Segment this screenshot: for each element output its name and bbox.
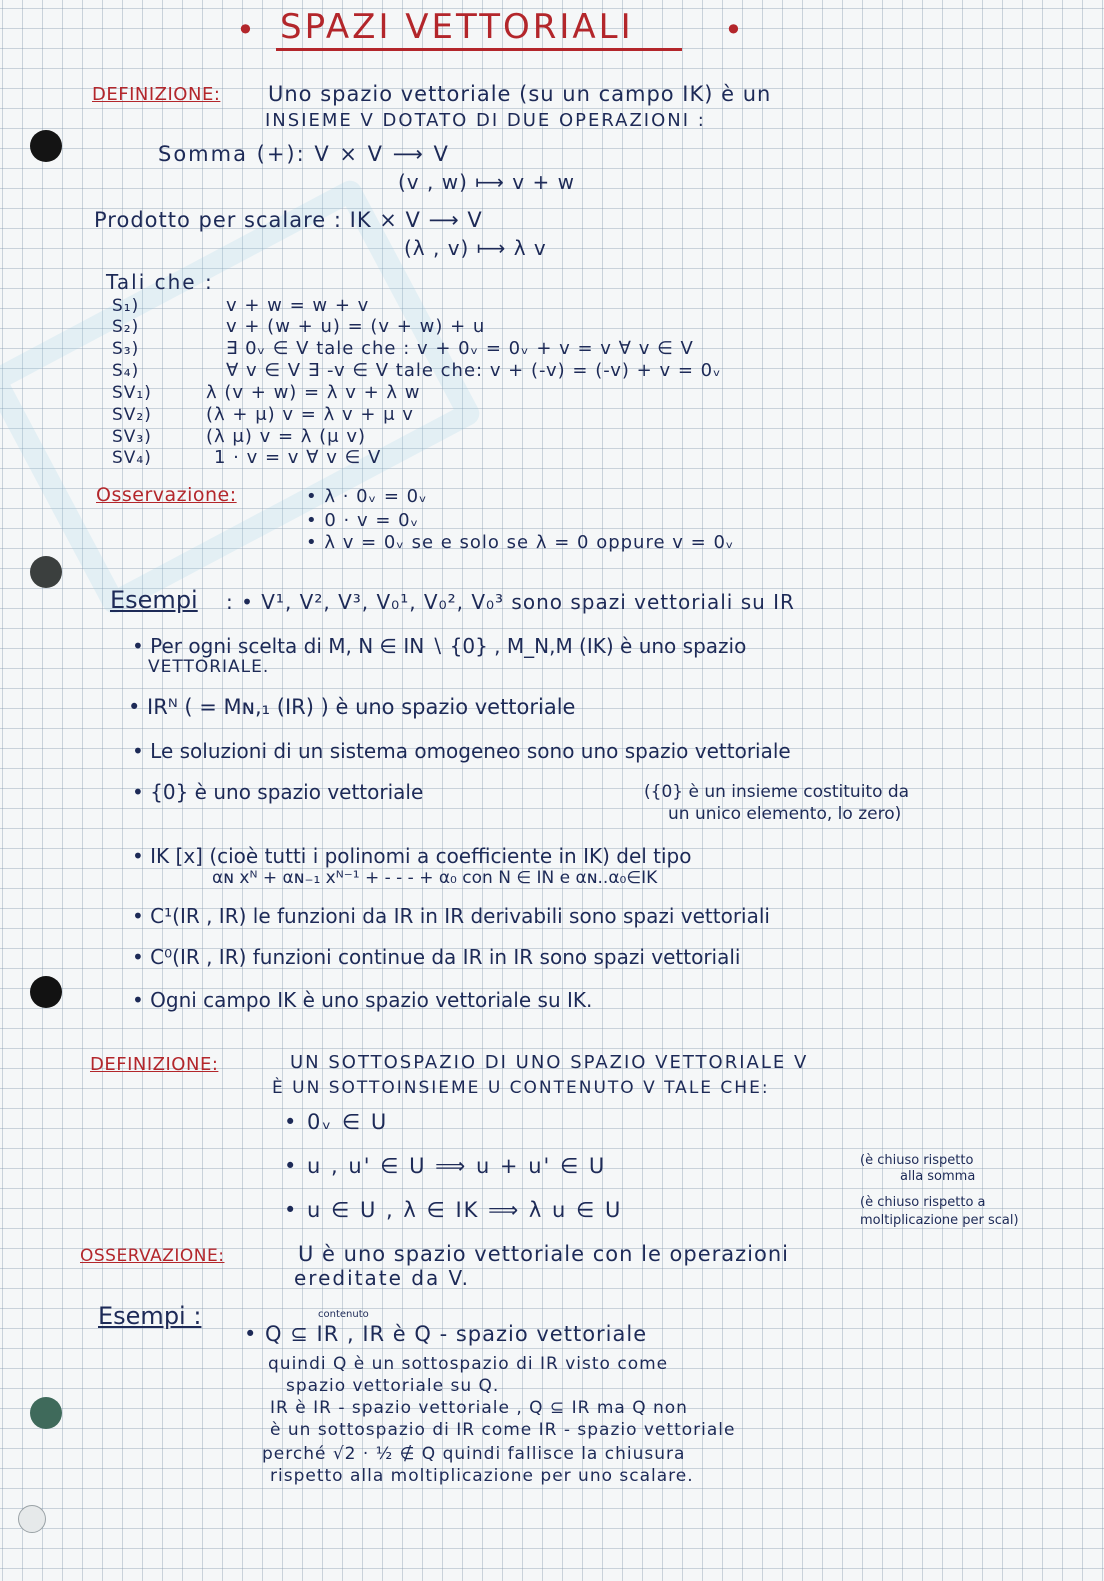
page-title: SPAZI VETTORIALI: [280, 7, 634, 47]
example-note: un unico elemento, lo zero): [668, 804, 902, 824]
binder-hole: [30, 556, 62, 588]
tali-che-label: Tali che :: [106, 270, 214, 294]
definition-line: INSIEME V DOTATO DI DUE OPERAZIONI :: [265, 110, 706, 131]
example-line: quindi Q è un sottospazio di IR visto come: [268, 1354, 669, 1374]
axiom-label: S₄): [112, 361, 140, 381]
axiom-text: ∃ 0ᵥ ∈ V tale che : v + 0ᵥ = 0ᵥ + v = v ∀ v ∈ V: [226, 338, 694, 359]
axiom-text: v + w = w + v: [226, 295, 370, 316]
example-line: IR è IR - spazio vettoriale , Q ⊆ IR ma Q non: [270, 1398, 688, 1418]
examples-heading: Esempi :: [98, 1302, 202, 1330]
examples-heading: Esempi: [110, 586, 198, 614]
example-item: • {0} è uno spazio vettoriale: [132, 780, 424, 804]
binder-hole: [30, 976, 62, 1008]
example-item: • C⁰(IR , IR) funzioni continue da IR in IR sono spazi vettoriali: [132, 945, 741, 969]
binder-hole: [30, 1397, 62, 1429]
observation-heading: Osservazione:: [96, 484, 237, 506]
example-item: • Per ogni scelta di M, N ∈ IN ∖ {0} , M_N,M (IK) è uno spazio: [132, 634, 747, 658]
example-item: • IK [x] (cioè tutti i polinomi a coefficiente in IK) del tipo: [132, 844, 692, 868]
observation-heading: OSSERVAZIONE:: [80, 1246, 225, 1266]
title-underline: [276, 48, 682, 51]
sum-operation: Somma (+): V × V ⟶ V: [158, 142, 450, 166]
example-item: • C¹(IR , IR) le funzioni da IR in IR derivabili sono spazi vettoriali: [132, 904, 770, 928]
definition-line: UN SOTTOSPAZIO DI UNO SPAZIO VETTORIALE V: [290, 1052, 809, 1073]
observation-line: U è uno spazio vettoriale con le operazioni: [298, 1242, 789, 1266]
observation-item: • 0 · v = 0ᵥ: [306, 510, 420, 531]
axiom-text: λ (v + w) = λ v + λ w: [206, 382, 421, 403]
example-item: : • V¹, V², V³, V₀¹, V₀², V₀³ sono spazi vettoriali su IR: [226, 590, 795, 614]
subspace-note: (è chiuso rispetto a: [860, 1195, 986, 1210]
axiom-label: SV₃): [112, 427, 152, 447]
example-line: • Q ⊆ IR , IR è Q - spazio vettoriale: [244, 1322, 648, 1346]
example-item: VETTORIALE.: [148, 657, 270, 677]
definition-heading: DEFINIZIONE:: [90, 1054, 219, 1075]
axiom-label: SV₂): [112, 405, 152, 425]
definition-heading: DEFINIZIONE:: [92, 84, 221, 105]
binder-hole: [30, 130, 62, 162]
axiom-label: S₁): [112, 296, 140, 316]
axiom-text: v + (w + u) = (v + w) + u: [226, 316, 486, 337]
axiom-label: SV₄): [112, 448, 152, 468]
example-line: spazio vettoriale su Q.: [286, 1376, 500, 1396]
title-bullet: •: [724, 11, 743, 49]
definition-line: Uno spazio vettoriale (su un campo IK) è un: [268, 82, 772, 106]
subspace-condition: • u , u' ∈ U ⟹ u + u' ∈ U: [284, 1154, 607, 1178]
example-item: • IRᴺ ( = Mɴ,₁ (IR) ) è uno spazio vettoriale: [128, 695, 576, 719]
axiom-label: S₂): [112, 317, 140, 337]
subspace-note: moltiplicazione per scal): [860, 1213, 1019, 1228]
subspace-note: alla somma: [900, 1169, 976, 1184]
title-bullet: •: [236, 11, 255, 49]
definition-line: È UN SOTTOINSIEME U CONTENUTO V TALE CHE:: [272, 1078, 770, 1098]
axiom-text: (λ + μ) v = λ v + μ v: [206, 404, 414, 425]
subspace-note: (è chiuso rispetto: [860, 1153, 974, 1168]
binder-hole: [18, 1505, 46, 1533]
contenuto-label: contenuto: [318, 1309, 369, 1320]
subspace-condition: • 0ᵥ ∈ U: [284, 1110, 389, 1134]
scalar-product-operation: Prodotto per scalare : IK × V ⟶ V: [94, 208, 483, 232]
observation-item: • λ · 0ᵥ = 0ᵥ: [306, 486, 428, 507]
example-item: • Ogni campo IK è uno spazio vettoriale su IK.: [132, 988, 593, 1012]
example-item: αɴ xᴺ + αɴ₋₁ xᴺ⁻¹ + - - - + α₀ con N ∈ IN e αɴ..α₀∈IK: [212, 868, 658, 888]
example-line: perché √2 · ½ ∉ Q quindi fallisce la chiusura: [262, 1444, 686, 1464]
axiom-text: (λ μ) v = λ (μ v): [206, 426, 367, 447]
example-note: ({0} è un insieme costituito da: [644, 782, 910, 802]
axiom-label: SV₁): [112, 383, 152, 403]
subspace-condition: • u ∈ U , λ ∈ IK ⟹ λ u ∈ U: [284, 1198, 623, 1222]
scalar-product-map: (λ , v) ⟼ λ v: [404, 236, 547, 260]
axiom-label: S₃): [112, 339, 140, 359]
axiom-text: ∀ v ∈ V ∃ -v ∈ V tale che: v + (-v) = (-v) + v = 0ᵥ: [226, 360, 722, 381]
observation-item: • λ v = 0ᵥ se e solo se λ = 0 oppure v = 0ᵥ: [306, 532, 735, 553]
example-line: rispetto alla moltiplicazione per uno scalare.: [270, 1466, 694, 1486]
sum-map: (v , w) ⟼ v + w: [398, 170, 575, 194]
observation-line: ereditate da V.: [294, 1266, 471, 1290]
axiom-text: 1 · v = v ∀ v ∈ V: [214, 447, 382, 468]
example-item: • Le soluzioni di un sistema omogeneo sono uno spazio vettoriale: [132, 739, 791, 763]
example-line: è un sottospazio di IR come IR - spazio vettoriale: [270, 1420, 736, 1440]
